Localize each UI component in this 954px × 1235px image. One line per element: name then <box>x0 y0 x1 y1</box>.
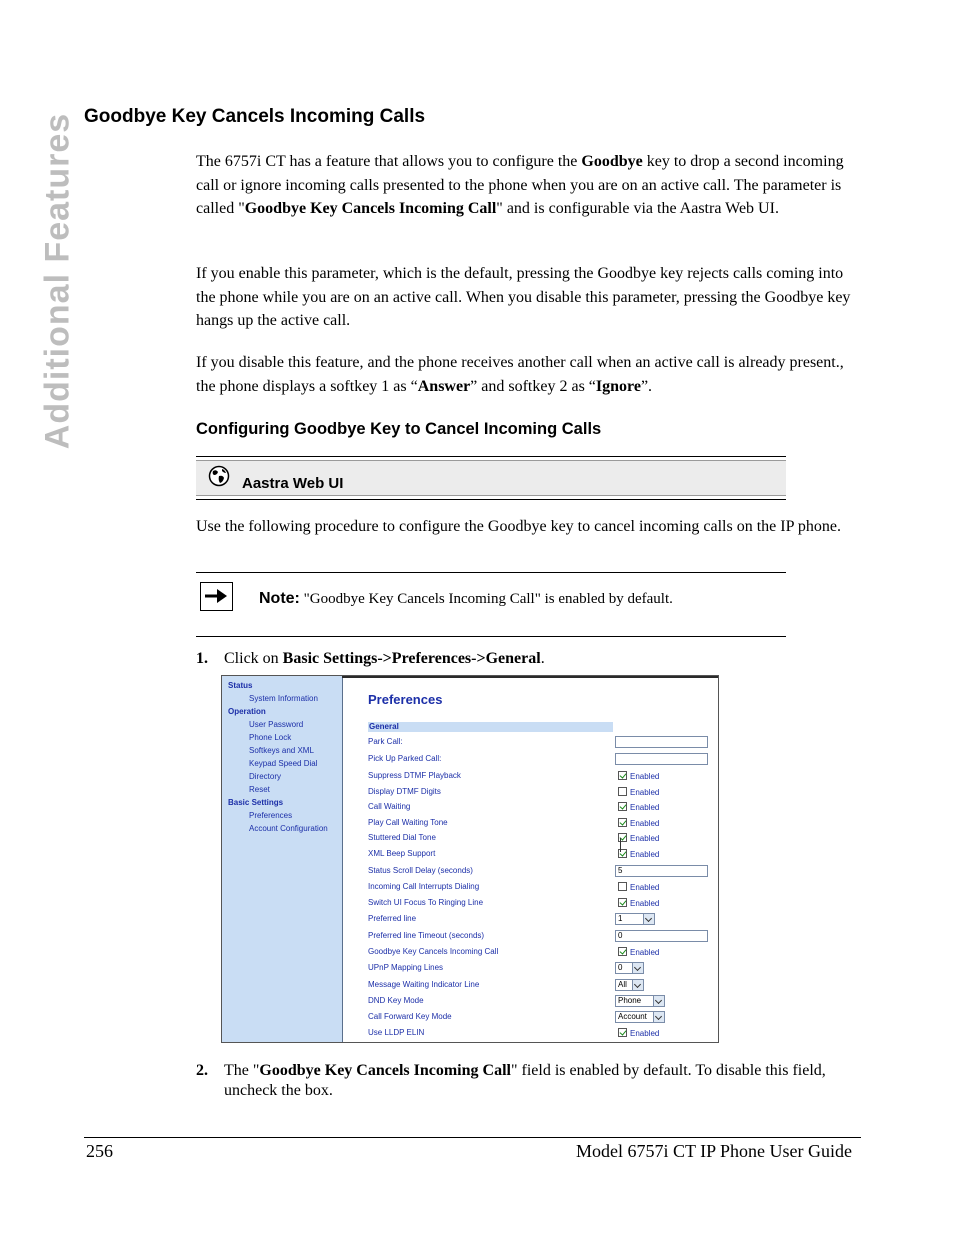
text-run: Click on <box>224 650 283 667</box>
web-ui-label: Aastra Web UI <box>242 475 344 492</box>
general-section-label: General <box>369 722 399 731</box>
goodbye-key-cancels-incoming-call-checkbox[interactable] <box>618 947 627 956</box>
arrow-right-icon <box>204 588 228 604</box>
text-run: The " <box>224 1062 260 1079</box>
web-ui-banner <box>196 456 786 500</box>
bold-run: Goodbye Key Cancels Incoming Call <box>259 1062 511 1079</box>
text-run: key to drop a second incoming call or ignore incoming calls presented to the phone when you are on an active call. The parameter is called " <box>196 153 844 217</box>
call-waiting-checkbox-label: Enabled <box>630 803 660 812</box>
chevron-down-icon[interactable] <box>632 963 643 973</box>
note-arrow-icon <box>200 582 233 611</box>
field-label-goodbye-key-cancels-incoming-call: Goodbye Key Cancels Incoming Call <box>368 947 499 956</box>
bold-run: Goodbye Key Cancels Incoming Call <box>244 200 497 217</box>
preferred-line-select[interactable] <box>615 913 655 925</box>
sidebar-item-keypad-speed-dial[interactable]: Keypad Speed Dial <box>249 759 318 768</box>
upnp-mapping-lines-select[interactable] <box>615 962 644 974</box>
text-run: ”. <box>640 377 653 395</box>
field-label-call-forward-key-mode: Call Forward Key Mode <box>368 1012 452 1021</box>
field-label-upnp-mapping-lines: UPnP Mapping Lines <box>368 963 444 972</box>
sidebar-nav <box>222 676 343 1042</box>
footer-divider <box>84 1137 861 1138</box>
text-run: . <box>540 650 545 667</box>
sidebar-item-basic-settings[interactable]: Basic Settings <box>228 798 284 807</box>
side-tab-label: Additional Features <box>38 112 77 449</box>
page-number: 256 <box>86 1141 113 1161</box>
step-text <box>224 1061 844 1101</box>
header-bar <box>342 676 718 678</box>
switch-ui-focus-to-ringing-line-checkbox-label: Enabled <box>630 899 660 908</box>
dnd-key-mode-select[interactable] <box>615 995 665 1007</box>
field-label-dnd-key-mode: DND Key Mode <box>368 996 424 1005</box>
chevron-down-icon[interactable] <box>632 980 643 990</box>
text-run: If you disable this feature, and the phone receives another call when an active call is already present., the phone displays a softkey 1 as “ <box>196 354 844 395</box>
chevron-down-icon[interactable] <box>643 914 654 924</box>
field-label-incoming-call-interrupts-dialing: Incoming Call Interrupts Dialing <box>368 882 480 891</box>
preferred-line-timeout-seconds-input[interactable]: 0 <box>615 930 708 942</box>
bold-run: Basic Settings->Preferences->General <box>282 650 541 667</box>
display-dtmf-digits-checkbox[interactable] <box>618 787 627 796</box>
note <box>259 590 673 608</box>
field-label-park-call: Park Call: <box>368 737 403 746</box>
intro-paragraph <box>196 150 858 221</box>
step-text <box>224 649 844 669</box>
sidebar-item-system-information[interactable]: System Information <box>249 694 318 703</box>
field-label-pick-up-parked-call: Pick Up Parked Call: <box>368 754 442 763</box>
general-section-bar <box>368 722 613 732</box>
text-run: " field is enabled by default. To disable this field, uncheck the box. <box>224 1062 826 1099</box>
incoming-call-interrupts-dialing-checkbox-label: Enabled <box>630 883 660 892</box>
step-number: 1. <box>196 650 208 667</box>
incoming-call-interrupts-dialing-checkbox[interactable] <box>618 882 627 891</box>
dnd-key-mode-select-value: Phone <box>618 996 642 1005</box>
pick-up-parked-call-input[interactable] <box>615 753 708 765</box>
bold-run: Ignore <box>595 377 641 395</box>
field-label-preferred-line: Preferred line <box>368 914 417 923</box>
sidebar-item-account-configuration[interactable]: Account Configuration <box>249 824 328 833</box>
enable-paragraph: If you enable this parameter, which is the default, pressing the Goodbye key rejects calls coming into the phone while you are on an active call. When you disable this parameter, pressing the Goodbye key hangs up the active call. <box>196 265 851 329</box>
bold-run: Answer <box>417 377 471 395</box>
message-waiting-indicator-line-select-value: All <box>618 980 627 989</box>
field-label-suppress-dtmf-playback: Suppress DTMF Playback <box>368 771 461 780</box>
sidebar-item-reset[interactable]: Reset <box>249 785 270 794</box>
call-forward-key-mode-select[interactable] <box>615 1011 665 1023</box>
display-dtmf-digits-checkbox-label: Enabled <box>630 788 660 797</box>
chevron-down-icon[interactable] <box>653 1012 664 1022</box>
play-call-waiting-tone-checkbox-label: Enabled <box>630 819 660 828</box>
call-forward-key-mode-select-value: Account <box>618 1012 647 1021</box>
goodbye-key-cancels-incoming-call-checkbox-label: Enabled <box>630 948 660 957</box>
chevron-down-icon[interactable] <box>653 996 664 1006</box>
step-number: 2. <box>196 1062 208 1079</box>
guide-title: Model 6757i CT IP Phone User Guide <box>576 1141 852 1161</box>
use-lldp-elin-checkbox[interactable] <box>618 1028 627 1037</box>
text-cursor <box>620 838 621 852</box>
stuttered-dial-tone-checkbox-label: Enabled <box>630 834 660 843</box>
use-lldp-elin-checkbox-label: Enabled <box>630 1029 660 1038</box>
note-text: "Goodbye Key Cancels Incoming Call" is enabled by default. <box>299 591 673 607</box>
procedure-intro: Use the following procedure to configure the Goodbye key to cancel incoming calls on the IP phone. <box>196 518 841 535</box>
suppress-dtmf-playback-checkbox[interactable] <box>618 771 627 780</box>
field-label-xml-beep-support: XML Beep Support <box>368 849 436 858</box>
sidebar-item-user-password[interactable]: User Password <box>249 720 304 729</box>
sidebar-item-preferences[interactable]: Preferences <box>249 811 293 820</box>
sidebar-item-directory[interactable]: Directory <box>249 772 282 781</box>
message-waiting-indicator-line-select[interactable] <box>615 979 644 991</box>
note-divider-top <box>196 572 786 573</box>
status-scroll-delay-seconds-input[interactable]: 5 <box>615 865 708 877</box>
sidebar-item-operation[interactable]: Operation <box>228 707 266 716</box>
field-label-preferred-line-timeout-seconds: Preferred line Timeout (seconds) <box>368 931 485 940</box>
preferences-title: Preferences <box>368 692 443 707</box>
bold-run: Goodbye <box>581 153 643 170</box>
disable-paragraph <box>196 351 858 398</box>
field-label-call-waiting: Call Waiting <box>368 802 411 811</box>
switch-ui-focus-to-ringing-line-checkbox[interactable] <box>618 898 627 907</box>
field-label-message-waiting-indicator-line: Message Waiting Indicator Line <box>368 980 480 989</box>
field-label-stuttered-dial-tone: Stuttered Dial Tone <box>368 833 436 842</box>
globe-icon <box>208 465 230 487</box>
upnp-mapping-lines-select-value: 0 <box>618 963 623 972</box>
section-title: Goodbye Key Cancels Incoming Calls <box>84 106 426 127</box>
xml-beep-support-checkbox-label: Enabled <box>630 850 660 859</box>
play-call-waiting-tone-checkbox[interactable] <box>618 818 627 827</box>
side-tab <box>38 108 78 453</box>
sidebar-item-phone-lock[interactable]: Phone Lock <box>249 733 292 742</box>
sidebar-item-status[interactable]: Status <box>228 681 253 690</box>
sidebar-item-softkeys-and-xml[interactable]: Softkeys and XML <box>249 746 314 755</box>
suppress-dtmf-playback-checkbox-label: Enabled <box>630 772 660 781</box>
field-label-display-dtmf-digits: Display DTMF Digits <box>368 787 441 796</box>
field-label-switch-ui-focus-to-ringing-line: Switch UI Focus To Ringing Line <box>368 898 484 907</box>
preferences-screenshot <box>221 675 719 1043</box>
field-label-status-scroll-delay-seconds: Status Scroll Delay (seconds) <box>368 866 473 875</box>
note-divider-bottom <box>196 636 786 637</box>
field-label-play-call-waiting-tone: Play Call Waiting Tone <box>368 818 448 827</box>
subsection-title: Configuring Goodbye Key to Cancel Incoming Calls <box>196 420 602 438</box>
note-label: Note: <box>259 590 300 607</box>
text-run: " and is configurable via the Aastra Web UI. <box>496 200 779 217</box>
text-run: ” and softkey 2 as “ <box>470 377 596 395</box>
field-label-use-lldp-elin: Use LLDP ELIN <box>368 1028 425 1037</box>
text-run: The 6757i CT has a feature that allows you to configure the <box>196 153 582 170</box>
park-call-input[interactable] <box>615 736 708 748</box>
preferred-line-select-value: 1 <box>618 914 623 923</box>
call-waiting-checkbox[interactable] <box>618 802 627 811</box>
